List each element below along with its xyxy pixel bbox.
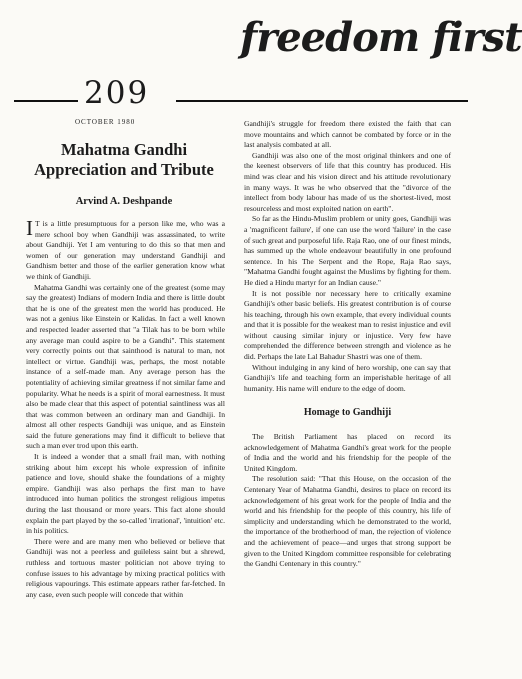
article-paragraph-3: It is indeed a wonder that a small frail man, with nothing striking about him except his whole expression of infinite patience and love, should shake the foundations of a mighty empire. Gandhiji was also perhaps the first man to have introduced into human politics the strongest religious impetus during the last thousand or more years. This fact alone should explain the part played by the so-called 'irrational', 'intuition' etc. in his politics. [26,452,225,536]
issue-number: 209 [84,75,150,111]
homage-heading: Homage to Gandhiji [303,407,392,418]
issue-date: OCTOBER 1980 [75,118,136,126]
homage-paragraph-1: The British Parliament has placed on record its acknowledgement of Mahatma Gandhi's great work for the people of India and the world and his friendship for the people of the United Kingdom. [244,432,451,473]
article-title-line-1: Mahatma Gandhi [60,140,188,159]
article-paragraph-1-text: T is a little presumptuous for a person like me, who was a mere school boy when Gandhiji was assassinated, to write about Gandhiji. Yet I am venturing to do this so that men and women of our generation may understand Gandhiji and Gandhism better and those of the earlier generation know what we think of Gandhiji. [26,219,225,281]
article-author: Arvind A. Deshpande [75,196,173,207]
homage-paragraph-2: The resolution said: "That this House, on the occasion of the Centenary Year of Mahatma Gandhi, desires to place on record its acknowledgement of his great work for the people of India and the world and his friendship for the people of this country, his life of simplicity and understanding which he demonstrated to the world, the importance of the brotherhood of man, the rejection of violence and the achievement of peace—and urges that strong support be given to the United Kingdom committee responsible for celebrating the Gandhi Centenary in this country." [244,474,451,569]
article-paragraph-4: There were and are many men who believed or believe that Gandhiji was not a peerless and guileless saint but a shrewd, ruthless and tortuous master politician not above trying to confuse issues to his advantage by mixing practical politics with religious vapourings. This estimate appears rather far-fetched. In any case, even such people will concede that within [26,536,225,599]
homage-column [244,432,451,570]
header-rule-right [176,100,468,102]
article-paragraph-5: Gandhiji's struggle for freedom there existed the faith that can move mountains and which cannot be combated by force or in the last analysis combated at all. [244,119,451,150]
article-paragraph-6: Gandhiji was also one of the most original thinkers and one of the keenest observers of life that this country has produced. His mind was clear and his vision direct and his attitude revolutionary in many ways. It was he who observed that the "divorce of the intellect from body labour has made of us the shortest-lived, most resourceless and most exploited nation on earth". [244,150,451,213]
article-paragraph-7: So far as the Hindu-Muslim problem or unity goes, Gandhiji was a 'magnificent failure', if one can use the word 'failure' in the case of such great and purposeful life. Raja Rao, one of our finest minds, has summed up the whole endeavour beautifully in one profound sentence. In his The Serpent and the Rope, Raja Rao says, "Mahatma Gandhi fought against the Muslims by fighting for them. He died a Hindu martyr for an Indian cause." [244,214,451,287]
article-paragraph-2: Mahatma Gandhi was certainly one of the greatest (some may say the greatest) Indians of modern India and there is little doubt that he is one of the greatest men the world has produced. He was not a genius like Einstein or Kalidas. In fact a well known and respected leader asserted that "a Tilak has to be born while any average man could aspire to be a Gandhi". This statement very correctly points out that sainthood is natural to man, not intellect or virtue. Gandhiji was, perhaps, the most notable instance of a self-made man. Any average person has the potentiality of achieving similar greatness if not similar fame and popularity. What he needs is a spirit of moral earnestness. It must also be made clear that this aspect of potential saintliness was all that was common between an ordinary man and Gandhiji. In almost all other respects Gandhiji was unique, and as Einstein said the future generations may find it difficult to believe that such a man ever trod upon this earth. [26,282,225,451]
article-paragraph-1 [26,216,225,283]
article-right-column [244,119,451,394]
article-left-column [26,216,225,600]
article-title [26,140,222,180]
drop-cap: I [26,216,33,240]
masthead-title: freedom first [240,14,522,61]
header-rule-left [14,100,78,102]
article-paragraph-9: Without indulging in any kind of hero worship, one can say that Gandhiji's life and teaching form an imperishable heritage of all humanity. His name will endure to the edge of doom. [244,362,451,393]
article-title-line-2: Appreciation and Tribute [34,160,214,179]
article-paragraph-8: It is not possible nor necessary here to critically examine Gandhiji's other basic beliefs. His greatest contribution is of course his teaching, through his own example, that every individual counts and that it is possible for the weakest man to resist injustice and evil without causing similar injury or injustice. Very few have comprehended the difference between strength and violence as he did. Perhaps the late Lal Bahadur Shastri was one of them. [244,288,451,362]
